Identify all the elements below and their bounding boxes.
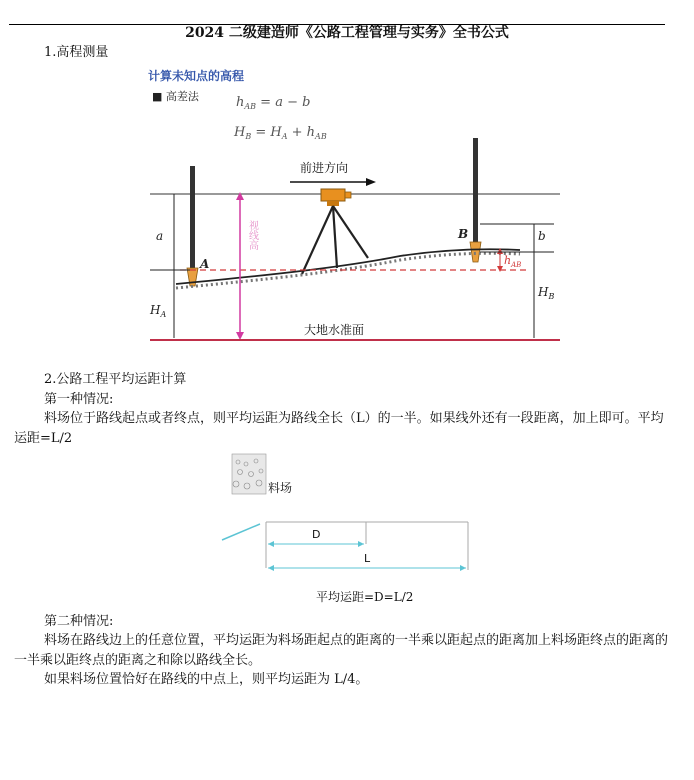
case1-label: 第一种情况: [44, 392, 114, 407]
label-hab: $h_{AB}$ [504, 254, 522, 269]
label-a: a [156, 229, 164, 243]
label-b: b [538, 229, 546, 243]
label-ha: $H_A$ [150, 303, 167, 319]
case2-text: 料场在路线边上的任意位置，平均运距为料场距起点的距离的一半乘以距起点的距离加上料场距终点的距离的一半乘以距终点的距离之和除以路线全长。 [14, 633, 669, 668]
method-label: ■ 高差法 [152, 90, 199, 103]
rod-a [190, 166, 195, 276]
yard-label: 料场 [268, 481, 293, 495]
label-l: L [364, 552, 371, 565]
point-a-label: A [200, 257, 210, 271]
haul-caption: 平均运距=D=L/2 [316, 590, 414, 604]
case1-text: 料场位于路线起点或者终点，则平均运距为路线全长（L）的一半。如果线外还有一段距离，加上即可。平均运距=L/2 [14, 411, 664, 446]
haul-distance-diagram [220, 452, 480, 576]
case2-label: 第二种情况: [44, 614, 114, 629]
section1-heading: 1.高程测量 [44, 45, 109, 60]
label-d: D [312, 528, 321, 541]
formula-hab: $h_{AB} = a - b$ [236, 95, 311, 111]
formula-hb: $H_B = H_A + h_{AB}$ [234, 125, 327, 141]
point-b-label: B [458, 227, 469, 241]
level-instrument [321, 189, 345, 201]
leveling-diagram [140, 62, 570, 348]
sight-height-label: 视线高 [246, 220, 258, 250]
rod-b [473, 138, 478, 250]
document-title: 2024 二级建造师《公路工程管理与实务》全书公式 [185, 25, 509, 41]
ground-surface [176, 249, 520, 284]
direction-label: 前进方向 [300, 161, 349, 175]
datum-label: 大地水准面 [304, 323, 365, 337]
label-hb: $H_B$ [538, 285, 555, 301]
direction-arrow-icon [366, 178, 376, 186]
section2-heading: 2.公路工程平均运距计算 [44, 372, 187, 387]
diagram-caption: 计算未知点的高程 [148, 69, 245, 83]
case3-text: 如果料场位置恰好在路线的中点上，则平均运距为 L/4。 [44, 672, 369, 687]
